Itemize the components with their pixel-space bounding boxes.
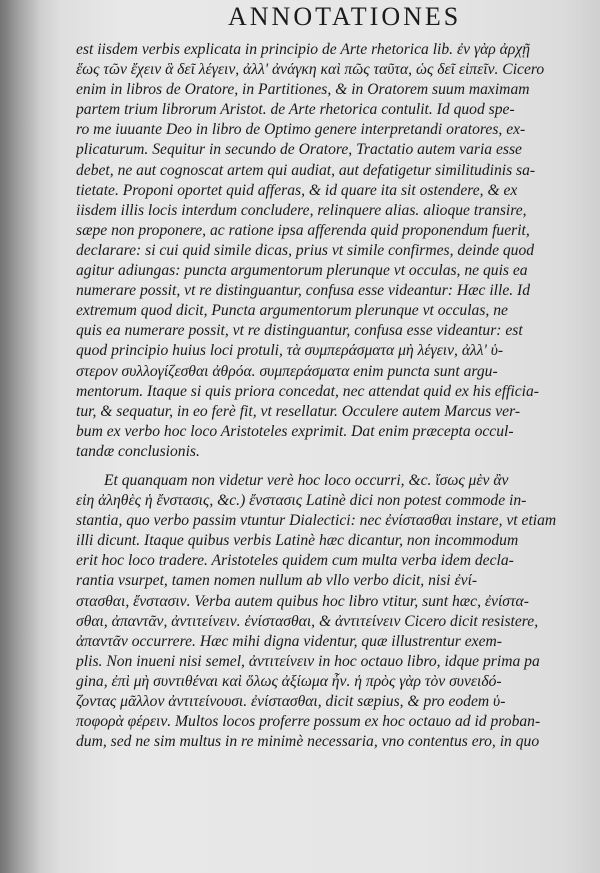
text-line: erit hoc loco tradere. Aristoteles quidem cum multa verba idem decla- (76, 552, 514, 570)
page-body (76, 40, 571, 752)
text-line: εἰη ἀληθὲς ἡ ἔνστασις, &c.) ἔνστασις Latinè dici non potest commode in- (76, 492, 527, 510)
text-line: numerare possit, vt re distinguantur, confusa esse videantur: Hæc ille. Id (76, 282, 531, 300)
text-line: illi dicunt. Itaque quibus verbis Latinè hæc dicantur, non incommodum (76, 532, 519, 550)
text-line: ἕως τῶν ἔχειν ἃ δεῖ λέγειν, ἀλλ' ἀνάγκη καὶ πῶς ταῦτα, ὡς δεῖ εἰπεῖν. Cicero (76, 61, 545, 79)
text-line: dum, sed ne sim multus in re minimè necessaria, vno contentus ero, in quo (76, 733, 540, 751)
text-line: tur, & sequatur, in eo ferè fit, vt resellatur. Occulere autem Marcus ver- (76, 402, 521, 420)
text-line: rantia vsurpet, tamen nomen nullum ab vllo verbo dicit, nisi ἐνί- (76, 572, 478, 590)
text-line: gina, ἐπὶ μὴ συντιθέναι καὶ ὅλως ἀξίωμα ἦν. ἡ πρὸς γὰρ τὸν συνειδό- (76, 672, 502, 690)
text-line: partem trium librorum Aristot. de Arte rhetorica contulit. Id quod spe- (76, 101, 515, 119)
text-line: ro me iuuante Deo in libro de Optimo genere interpretandi oratores, ex- (76, 121, 526, 139)
text-line: ἀπαντᾶν occurrere. Hæc mihi digna videntur, quæ illustrentur exem- (76, 632, 502, 650)
text-line: bum ex verbo hoc loco Aristoteles exprimit. Dat enim præcepta occul- (76, 422, 514, 440)
text-line: stantia, quo verbo passim vtuntur Dialectici: nec ἐνίστασθαι instare, vt etiam (76, 512, 557, 530)
text-line: est iisdem verbis explicata in principio de Arte rhetorica lib. ἐν γὰρ ἀρχῇ (76, 41, 530, 58)
text-line: tietate. Proponi oportet quid afferas, & id quare ita sit ostendere, & ex (76, 181, 518, 199)
text-line: Et quanquam non videtur verè hoc loco occurri, &c. ἴσως μὲν ἂν (104, 471, 509, 489)
text-line: quod principio huius loci protuli, τὰ συμπεράσματα μὴ λέγειν, ἀλλ' ὑ- (76, 342, 504, 360)
text-line: debet, ne aut cognoscat artem qui audiat, aut defatigetur similitudinis sa- (76, 161, 536, 179)
text-line: ποφορὰ φέρειν. Multos locos proferre possum ex hoc octauo ad id proban- (76, 713, 541, 731)
text-line: στασθαι, ἔνστασιν. Verba autem quibus hoc libro vtitur, sunt hæc, ἐνίστα- (76, 592, 529, 610)
text-line: mentorum. Itaque si quis priora concedat, nec attendat quid ex his efficia- (76, 382, 539, 400)
paragraph-2 (76, 471, 571, 752)
text-line: iisdem illis locis interdum concludere, relinquere alias. alioque transire, (76, 201, 527, 219)
text-line: quis ea numerare possit, vt re distinguantur, confusa esse videantur: est (76, 322, 523, 340)
paragraph-1 (76, 40, 571, 462)
text-line: plis. Non inueni nisi semel, ἀντιτείνειν in hoc octauo libro, idque prima pa (76, 652, 540, 670)
running-header: ANNOTATIONES (228, 2, 462, 31)
text-line: agitur adiungas: puncta argumentorum plerunque vt occulas, ne quis ea (76, 262, 528, 280)
text-line: extremum quod dicit, Puncta argumentorum plerunque vt occulas, ne (76, 302, 508, 320)
text-line: sæpe non proponere, ac ratione ipsa afferenda quid proponendum fuerit, (76, 221, 530, 239)
paragraph-gap (76, 462, 571, 471)
text-line: declarare: si cui quid simile dicas, prius vt simile confirmes, deinde quod (76, 241, 535, 259)
text-line: ζοντας μᾶλλον ἀντιτείνουσι. ἐνίστασθαι, dicit sæpius, & pro eodem ὑ- (76, 693, 506, 710)
text-line: στερον συλλογίζεσθαι ἀθρόα. συμπεράσματα enim puncta sunt argu- (76, 362, 498, 380)
text-line: tandæ conclusionis. (76, 442, 200, 460)
page-gutter-shadow (0, 0, 40, 873)
text-line: plicaturum. Sequitur in secundo de Oratore, Tractatio autem varia esse (76, 141, 522, 159)
text-line: enim in libros de Oratore, in Partitiones, & in Oratorem suum maximam (76, 81, 530, 99)
text-line: σθαι, ἀπαντᾶν, ἀντιτείνειν. ἐνίστασθαι, & ἀντιτείνειν Cicero dicit resistere, (76, 612, 539, 630)
